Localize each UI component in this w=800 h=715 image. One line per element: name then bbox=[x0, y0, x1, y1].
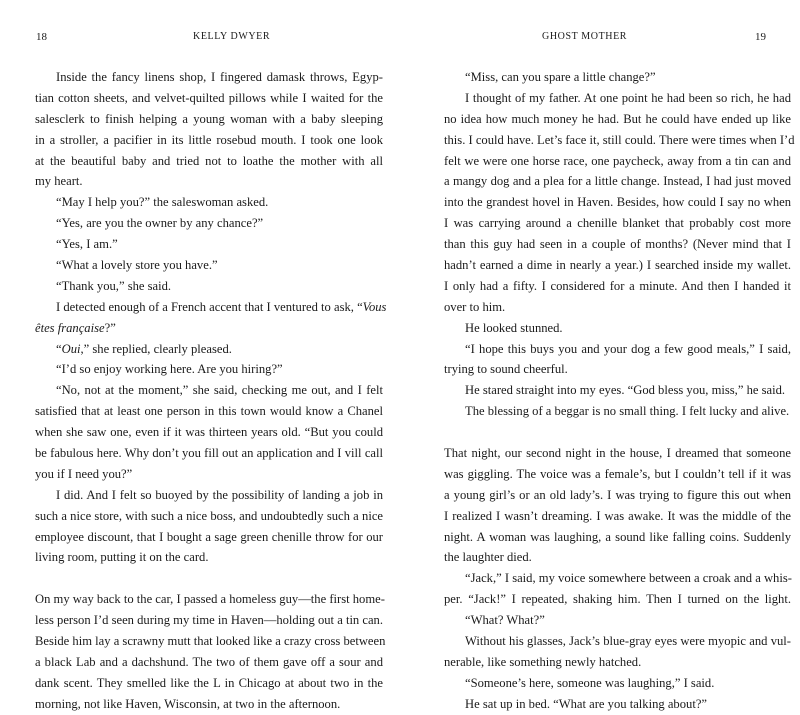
text-line bbox=[444, 673, 791, 694]
text-run: ,” she replied, clearly pleased. bbox=[80, 341, 232, 356]
page-number: 19 bbox=[755, 31, 766, 43]
text-line bbox=[444, 631, 791, 652]
text-line bbox=[444, 485, 791, 506]
text-run: morning, not like Haven, Wisconsin, at two in the afternoon. bbox=[35, 696, 341, 711]
body-text bbox=[444, 67, 795, 715]
text-run: On my way back to the car, I passed a homeless guy—the first home- bbox=[35, 592, 385, 607]
text-line bbox=[444, 694, 791, 715]
text-line bbox=[444, 652, 791, 673]
text-line bbox=[35, 109, 383, 130]
text-run: I detected enough of a French accent that I ventured to ask, “ bbox=[56, 299, 363, 314]
text-line bbox=[444, 171, 791, 192]
text-run: “Thank you,” she said. bbox=[56, 278, 172, 293]
text-line bbox=[444, 130, 795, 151]
text-run: satisfied that at least one person in this town would know a Chanel bbox=[35, 404, 383, 419]
text-run: “Someone’s here, someone was laughing,” I said. bbox=[465, 675, 715, 690]
text-line bbox=[35, 631, 386, 652]
text-line bbox=[35, 464, 383, 485]
text-run: per. “Jack!” I repeated, shaking him. Then I turned on the light. bbox=[444, 592, 791, 607]
text-line bbox=[35, 673, 383, 694]
text-run: in a stroller, a pacifier in its little rosebud mouth. I took one look bbox=[35, 132, 383, 147]
text-line bbox=[35, 88, 383, 109]
text-line bbox=[35, 506, 383, 527]
text-run: ?” bbox=[104, 320, 116, 335]
italic-text-run: Oui bbox=[61, 341, 81, 356]
left-page bbox=[0, 0, 400, 711]
text-line bbox=[444, 318, 791, 339]
text-run: “No, not at the moment,” she said, checking me out, and I felt bbox=[56, 383, 383, 398]
text-line bbox=[444, 547, 791, 568]
text-run: employee discount, that I bought a sage green chenille throw for our bbox=[35, 529, 383, 544]
text-run: such a nice store, with such a nice boss, and undoubtedly such a nice bbox=[35, 508, 383, 523]
running-head-title: GHOST MOTHER bbox=[542, 31, 628, 42]
text-line bbox=[35, 380, 383, 401]
text-run: this. I could have. Let’s face it, still could. There were times when I’d bbox=[444, 132, 795, 147]
text-line bbox=[35, 694, 383, 715]
italic-text-run: Vous bbox=[362, 299, 387, 314]
text-run: I did. And I felt so buoyed by the possibility of landing a job in bbox=[56, 487, 383, 502]
text-run: no idea how much money he had. But he could have ended up like bbox=[444, 111, 791, 126]
text-run: “May I help you?” the saleswoman asked. bbox=[56, 195, 269, 210]
text-run: Beside him lay a scrawny mutt that looked like a crazy cross between bbox=[35, 634, 386, 649]
text-line bbox=[444, 88, 791, 109]
text-run: a young girl’s or an old lady’s. I was trying to figure this out when bbox=[444, 487, 791, 502]
text-run: “Miss, can you spare a little change?” bbox=[465, 70, 656, 84]
text-line bbox=[444, 192, 791, 213]
text-line bbox=[444, 506, 791, 527]
section-break bbox=[35, 568, 383, 589]
text-run: living room, putting it on the card. bbox=[35, 550, 209, 565]
text-run: dank scent. They smelled like the L in Chicago at about two in the bbox=[35, 675, 383, 690]
text-run: “What a lovely store you have.” bbox=[56, 258, 218, 273]
text-run: was giggling. The voice was a female’s, but I couldn’t tell if it was bbox=[444, 466, 791, 481]
text-line bbox=[35, 359, 383, 380]
text-run: felt we were one horse race, one paycheck, away from a tin can and bbox=[444, 153, 791, 168]
text-run: “Yes, I am.” bbox=[56, 237, 118, 252]
section-break bbox=[444, 422, 791, 443]
text-run: when she saw one, even if it was thirteen years old. “But you could bbox=[35, 425, 383, 440]
text-run: “Yes, are you the owner by any chance?” bbox=[56, 216, 264, 231]
text-line bbox=[35, 318, 383, 339]
text-run: He sat up in bed. “What are you talking about?” bbox=[465, 696, 707, 711]
text-line bbox=[35, 297, 387, 318]
text-line bbox=[444, 255, 791, 276]
text-run: over to him. bbox=[444, 299, 506, 314]
italic-text-run: êtes française bbox=[35, 320, 105, 335]
text-line bbox=[35, 213, 383, 234]
text-run: salesclerk to finish helping a young woman with a baby sleeping bbox=[35, 111, 383, 126]
text-line bbox=[35, 130, 383, 151]
text-line bbox=[444, 527, 791, 548]
text-line bbox=[444, 151, 791, 172]
text-line bbox=[35, 255, 383, 276]
text-line bbox=[35, 67, 383, 88]
text-line bbox=[35, 339, 383, 360]
text-run: nerable, like something newly hatched. bbox=[444, 654, 642, 669]
text-run: into the grandest hovel in Haven. Besides, how could I say no when bbox=[444, 195, 791, 210]
text-run: I was carrying around a chenille blanket that probably cost more bbox=[444, 216, 791, 231]
text-line bbox=[444, 234, 791, 255]
text-run: than this guy had seen in a couple of months? (Never mind that I bbox=[444, 237, 791, 252]
text-line bbox=[35, 547, 383, 568]
text-line bbox=[444, 568, 791, 589]
text-line bbox=[444, 276, 791, 297]
text-run: a mangy dog and a plea for a little change. Instead, I had just moved bbox=[444, 174, 791, 189]
text-run: night. A woman was laughing, a sound like falling coins. Suddenly bbox=[444, 529, 791, 544]
body-text bbox=[35, 67, 387, 715]
text-line bbox=[444, 339, 791, 360]
text-run: my heart. bbox=[35, 174, 83, 189]
text-run: The blessing of a beggar is no small thing. I felt lucky and alive. bbox=[465, 404, 790, 419]
text-line bbox=[444, 297, 791, 318]
text-run: I realized I wasn’t dreaming. I was awake. It was the middle of the bbox=[444, 508, 791, 523]
text-line bbox=[444, 401, 791, 422]
text-line bbox=[35, 276, 383, 297]
text-line bbox=[35, 443, 383, 464]
text-run: the laughter died. bbox=[444, 550, 532, 565]
text-run: tian cotton sheets, and velvet-quilted pillows while I waited for the bbox=[35, 90, 383, 105]
text-line bbox=[35, 610, 383, 631]
text-run: trying to sound cheerful. bbox=[444, 362, 568, 377]
text-run: Inside the fancy linens shop, I fingered damask throws, Egyp- bbox=[56, 70, 383, 84]
text-line bbox=[35, 422, 383, 443]
right-page bbox=[400, 0, 800, 711]
text-run: “I’d so enjoy working here. Are you hiring?” bbox=[56, 362, 283, 377]
text-line bbox=[35, 652, 383, 673]
text-run: “ bbox=[56, 341, 62, 356]
text-line bbox=[35, 485, 383, 506]
text-run: “I hope this buys you and your dog a few good meals,” I said, bbox=[465, 341, 791, 356]
text-run: be fabulous here. Why don’t you fill out an application and I vill call bbox=[35, 446, 383, 461]
text-line bbox=[444, 109, 791, 130]
text-line bbox=[35, 401, 383, 422]
text-run: “What? What?” bbox=[465, 613, 545, 628]
page-number: 18 bbox=[36, 31, 47, 43]
text-line bbox=[35, 527, 383, 548]
text-line bbox=[35, 192, 383, 213]
running-head-author: KELLY DWYER bbox=[193, 31, 271, 42]
text-run: hadn’t earned a dime in nearly a year.) I searched inside my wallet. bbox=[444, 258, 791, 273]
text-run: a black Lab and a dachshund. The two of them gave off a sour and bbox=[35, 654, 383, 669]
text-line bbox=[444, 67, 791, 88]
text-run: “Jack,” I said, my voice somewhere between a croak and a whis- bbox=[465, 571, 792, 586]
text-run: Without his glasses, Jack’s blue-gray eyes were myopic and vul- bbox=[465, 634, 791, 649]
text-line bbox=[444, 464, 791, 485]
text-run: at the beautiful baby and tried not to loathe the mother with all bbox=[35, 153, 383, 168]
text-line bbox=[444, 213, 791, 234]
text-line bbox=[444, 610, 791, 631]
text-run: you if I need you?” bbox=[35, 466, 133, 481]
text-run: less person I’d seen during my time in Haven—holding out a tin can. bbox=[35, 613, 384, 628]
text-line bbox=[444, 359, 791, 380]
text-run: He looked stunned. bbox=[465, 320, 563, 335]
text-run: He stared straight into my eyes. “God bless you, miss,” he said. bbox=[465, 383, 786, 398]
text-line bbox=[444, 443, 791, 464]
text-run: I only had a fifty. I considered for a minute. And then I handed it bbox=[444, 278, 791, 293]
text-line bbox=[35, 151, 383, 172]
text-run: That night, our second night in the house, I dreamed that someone bbox=[444, 446, 791, 461]
text-line bbox=[35, 171, 383, 192]
text-line bbox=[35, 234, 383, 255]
text-run: I thought of my father. At one point he had been so rich, he had bbox=[465, 90, 791, 105]
text-line bbox=[444, 380, 791, 401]
